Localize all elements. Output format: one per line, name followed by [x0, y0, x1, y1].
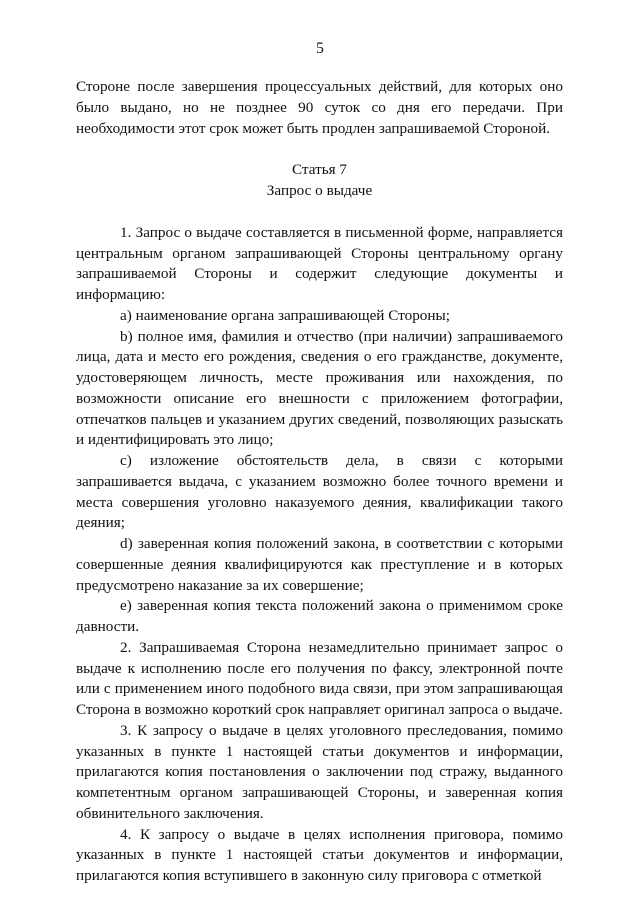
document-body	[76, 77, 563, 887]
article-title: Запрос о выдаче	[266, 182, 373, 199]
paragraph-4: 4. К запросу о выдаче в целях исполнения приговора, помимо указанных в пункте 1 настоящей статьи документов и информации, прилагаются копия вступившего в законную силу приговора с отметкой	[76, 825, 563, 884]
paragraph-1e: е) заверенная копия текста положений закона о применимом сроке давности.	[76, 597, 563, 635]
article-heading	[76, 160, 563, 202]
paragraph-1c: с) изложение обстоятельств дела, в связи с которыми запрашивается выдача, с указанием возможно более точного времени и места совершения уголовно наказуемого деяния, квалификации такого деяния;	[76, 452, 563, 532]
paragraph-1: 1. Запрос о выдаче составляется в письменной форме, направляется центральным органом запрашивающей Стороны центральному органу запрашиваемой Стороны и содержит следующие документы и информацию:	[76, 223, 563, 303]
page-number: 5	[316, 40, 324, 57]
article-number: Статья 7	[291, 161, 348, 179]
intro-paragraph: Стороне после завершения процессуальных действий, для которых оно было выдано, но не позднее 90 суток со дня его передачи. При необходимости этот срок может быть продлен запрашиваемой Стороной.	[76, 78, 563, 137]
paragraph-1d: d) заверенная копия положений закона, в соответствии с которыми совершенные деяния квалифицируются как преступление и в которых предусмотрено наказание за их совершение;	[76, 535, 563, 594]
paragraph-3: 3. К запросу о выдаче в целях уголовного преследования, помимо указанных в пункте 1 настоящей статьи документов и информации, прилагаются копия постановления о заключении под стражу, выданного компетентным органом запрашивающей Стороны, и заверенная копия обвинительного заключения.	[76, 721, 563, 822]
paragraph-2: 2. Запрашиваемая Сторона незамедлительно принимает запрос о выдаче к исполнению после его получения по факсу, электронной почте или с применением иного подобного вида связи, при этом запрашивающая Сторона в возможно короткий срок направляет оригинал запроса о выдаче.	[76, 638, 563, 718]
paragraph-1b: b) полное имя, фамилия и отчество (при наличии) запрашиваемого лица, дата и место его рождения, сведения о его гражданстве, документе, удостоверяющем личность, месте проживания или нахождения, по возможности описание его внешности с приложением фотографии, отпечатков пальцев и указанием других сведений, позволяющих разыскать и идентифицировать это лицо;	[76, 327, 563, 449]
paragraph-1a: а) наименование органа запрашивающей Стороны;	[120, 306, 450, 324]
